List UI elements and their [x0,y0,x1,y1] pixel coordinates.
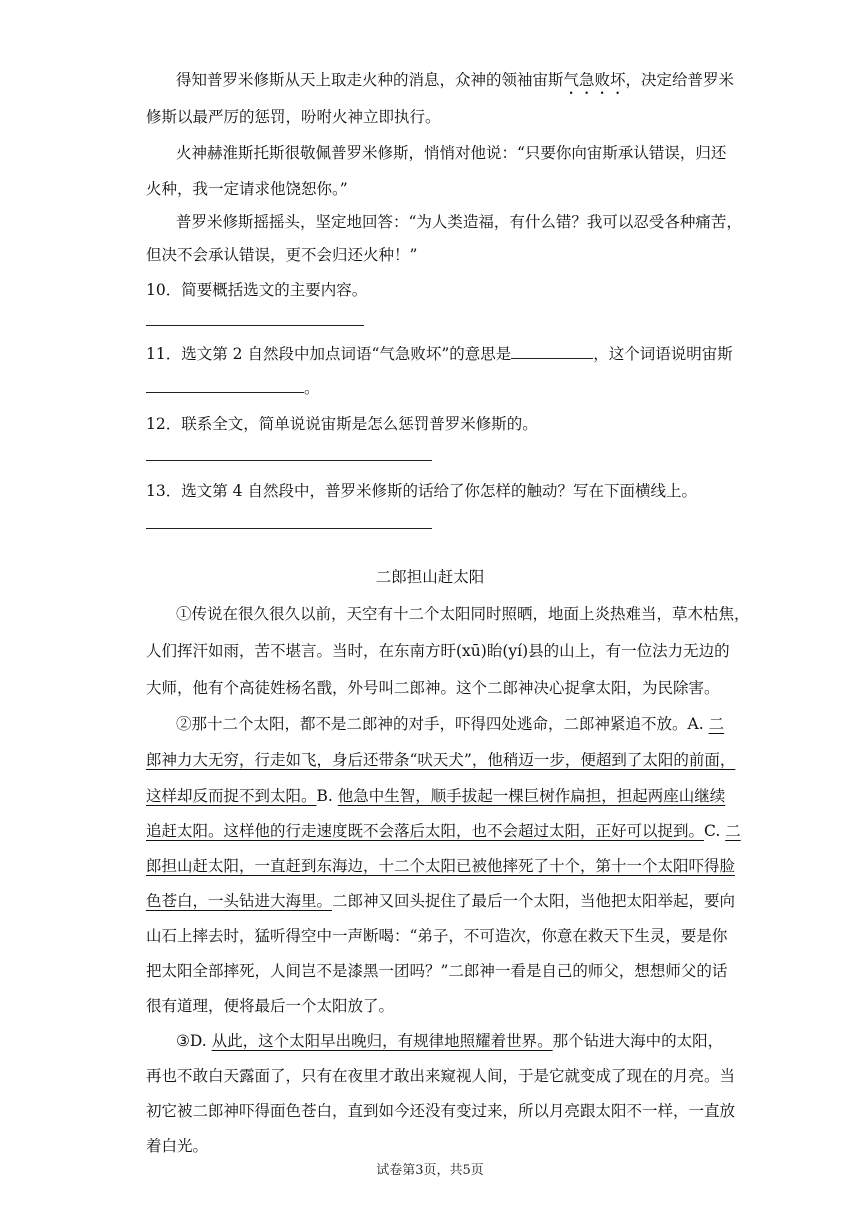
passage2-line: 山石上摔去时，猛听得空中一声断喝：“弟子，不可造次，你意在救天下生灵，要是你 [146,927,728,945]
passage2-line [176,1031,723,1051]
underlined-text: 郎担山赶太阳，一直赶到东海边，十二个太阳已被他摔死了十个，第十一个太阳吓得脸 [146,857,736,875]
underlined-text: 从此，这个太阳早出晚归，有规律地照耀着世界。 [211,1032,553,1050]
passage2-line: 着白光。 [146,1137,209,1155]
passage2-line [146,891,735,911]
question-10: 10．简要概括选文的主要内容。 [146,281,368,299]
passage2-line: 很有道理，便将最后一个太阳放了。 [146,997,395,1015]
passage2-text: C. [704,822,726,840]
passage2-text: ③D. [176,1032,212,1050]
passage2-text: ②那十二个太阳，都不是二郎神的对手，吓得四处逃命，二郎神紧追不放。A. [176,715,709,733]
passage1-line: 修斯以最严厉的惩罚，吩咐火神立即执行。 [146,108,441,126]
passage2-line [146,786,725,806]
passage1-line: 但决不会承认错误，更不会归还火种！” [146,246,418,264]
passage2-line [146,821,741,841]
underlined-text: 追赶太阳。这样他的行走速度既不会落后太阳，也不会超过太阳，正好可以捉到。 [146,822,705,840]
passage2-line: 再也不敢白天露面了，只有在夜里才敢出来窥视人间，于是它就变成了现在的月亮。当 [146,1067,736,1085]
passage-title: 二郎担山赶太阳 [375,568,485,586]
passage2-line: ①传说在很久很久以前，天空有十二个太阳同时照晒，地面上炎热难当，草木枯焦， [176,605,750,623]
passage2-line: 人们挥汗如雨，苦不堪言。当时，在东南方盱(xū)眙(yí)县的山上，有一位法力无边的 [146,642,730,660]
passage1-text: ，决定给普罗米 [625,71,735,89]
passage1-line: 火种，我一定请求他饶恕你。” [146,180,348,198]
answer-blank-11a[interactable] [511,344,593,359]
answer-line-12[interactable] [146,460,432,461]
question-11-text: 。 [304,379,320,397]
passage2-line: 初它被二郎神吓得面色苍白，直到如今还没有变过来，所以月亮跟太阳不一样，一直放 [146,1102,736,1120]
dotted-phrase: 气急败坏 [563,71,626,89]
underlined-text: 他急中生智，顺手拔起一棵巨树作扁担，担起两座山继续 [337,787,726,805]
passage1-text: 得知普罗米修斯从天上取走火种的消息，众神的领袖宙斯 [176,71,564,89]
underlined-text: 这样却反而捉不到太阳。 [146,787,317,805]
answer-line-13[interactable] [146,528,432,529]
answer-line-10[interactable] [146,325,364,326]
passage1-line [176,70,734,98]
underlined-text: 二 [725,822,741,840]
passage1-line: 普罗米修斯摇摇头，坚定地回答：“为人类造福，有什么错？我可以忍受各种痛苦， [176,213,742,231]
passage2-text: 二郎神又回头捉住了最后一个太阳，当他把太阳举起，要向 [332,892,736,910]
passage1-line: 火神赫淮斯托斯很敬佩普罗米修斯，悄悄对他说：“只要你向宙斯承认错误，归还 [176,144,727,162]
passage2-text: 那个钻进大海中的太阳， [552,1032,724,1050]
question-11-cont [146,378,320,398]
question-11 [146,344,733,364]
question-12: 12．联系全文，简单说说宙斯是怎么惩罚普罗米修斯的。 [146,415,538,433]
question-11-text: 11．选文第 2 自然段中加点词语“气急败坏”的意思是 [146,345,512,363]
passage2-line: 大师，他有个高徒姓杨名戬，外号叫二郎神。这个二郎神决心捉拿太阳，为民除害。 [146,679,720,697]
answer-blank-11b[interactable] [146,378,304,393]
passage2-text: B. [316,787,338,805]
page-footer: 试卷第3页，共5页 [376,1163,484,1178]
question-11-text: ，这个词语说明宙斯 [593,345,733,363]
underlined-text: 色苍白，一头钻进大海里。 [146,892,333,910]
underlined-text: 郎神力大无穷，行走如飞，身后还带条“吠天犬”，他稍迈一步，便超到了太阳的前面， [146,751,736,769]
underlined-text: 二 [708,715,725,733]
passage2-line: 把太阳全部摔死，人间岂不是漆黑一团吗？”二郎神一看是自己的师父，想想师父的话 [146,962,728,980]
passage2-line [176,714,724,734]
question-13: 13．选文第 4 自然段中，普罗米修斯的话给了你怎样的触动？写在下面横线上。 [146,482,697,500]
